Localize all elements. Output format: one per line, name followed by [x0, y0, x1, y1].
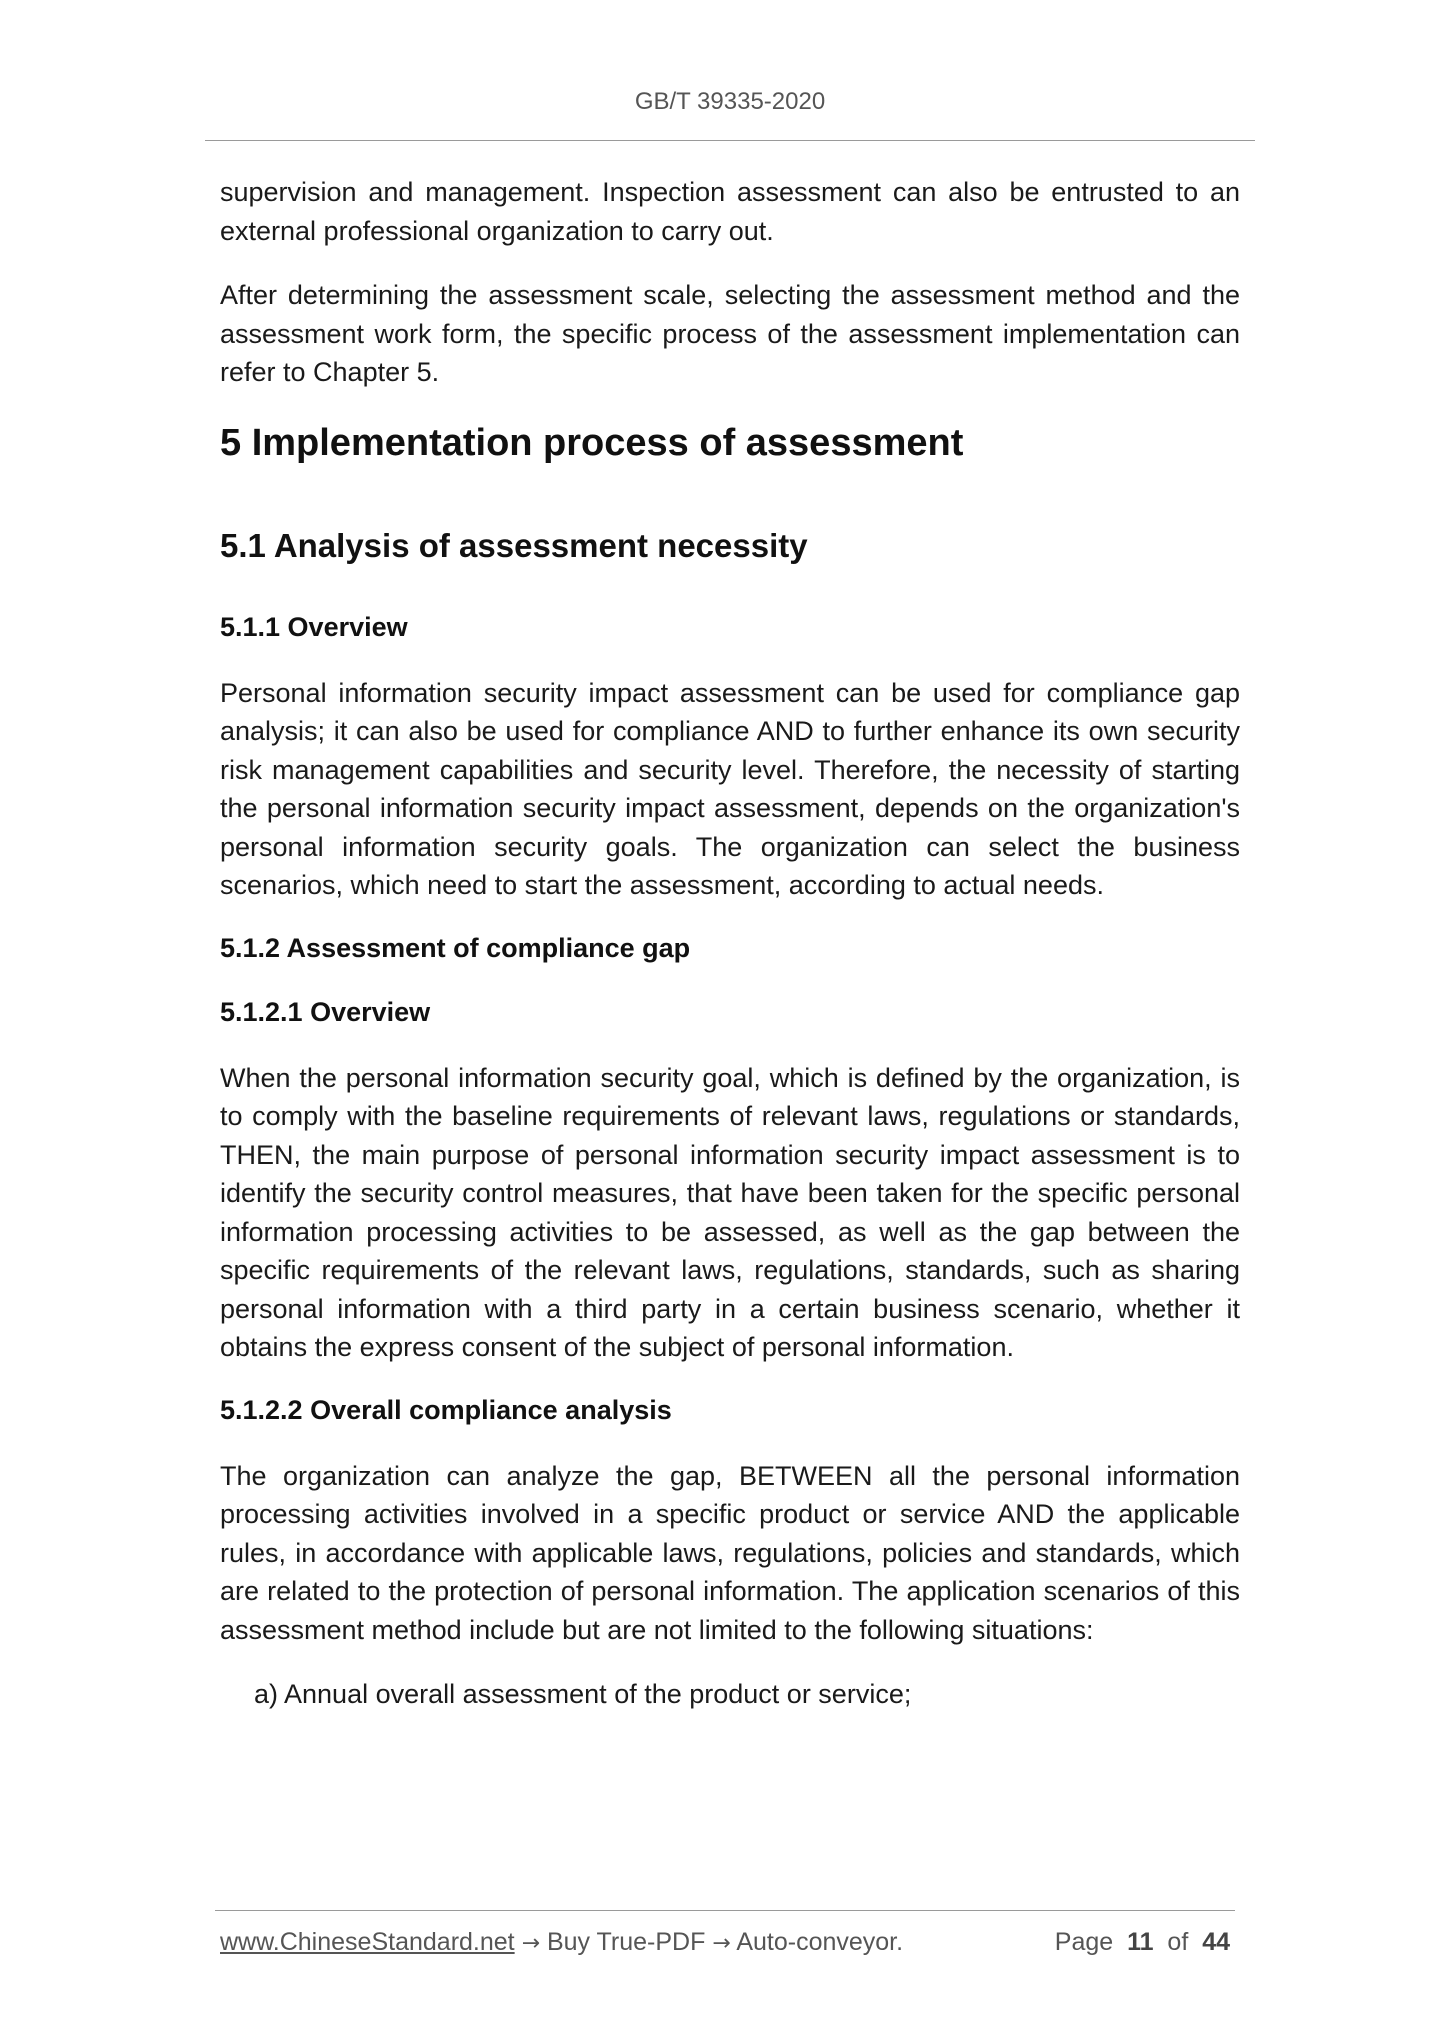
paragraph-assessment-process: After determining the assessment scale, selecting the assessment method and the assessment work form, the specific process of the assessment implementation can refer to Chapter 5. [220, 280, 1240, 387]
page-number-indicator [1055, 1928, 1230, 1957]
buy-true-pdf-text: Buy True-PDF [546, 1928, 706, 1956]
paragraph-compliance-gap: When the personal information security goal, which is defined by the organization, is to comply with the baseline requirements of relevant laws, regulations or standards, THEN, the main purpose of personal information security impact assessment is to identify the security control measures, that have been taken for the specific personal information processing activities to be assessed, as well as the gap between the specific requirements of the relevant laws, regulations, standards, such as sharing personal information with a third party in a certain business scenario, whether it obtains the express consent of the subject of personal information. [220, 1062, 1240, 1362]
footer-links [220, 1928, 903, 1957]
paragraph-overall-compliance: The organization can analyze the gap, BETWEEN all the personal information processing activities involved in a specific product or service AND the applicable rules, in accordance with applicable laws, regulations, policies and standards, which are related to the protection of personal information. The application scenarios of this assessment method include but are not limited to the following situations: [220, 1460, 1240, 1645]
document-id-header: GB/T 39335-2020 [634, 88, 826, 115]
page-label: Page [1054, 1928, 1114, 1956]
paragraph-continuation: supervision and management. Inspection assessment can also be entrusted to an external professional organization to carry out. [220, 177, 1240, 246]
section-heading-5-1: 5.1 Analysis of assessment necessity [220, 526, 808, 564]
section-heading-5-1-2: 5.1.2 Assessment of compliance gap [220, 932, 691, 963]
section-heading-5-1-2-2: 5.1.2.2 Overall compliance analysis [220, 1394, 672, 1425]
footer-divider [215, 1910, 1235, 1911]
page-footer [220, 1928, 1230, 1957]
page-content [220, 173, 1240, 1714]
of-label: of [1167, 1928, 1189, 1956]
section-heading-5-1-2-1: 5.1.2.1 Overview [220, 996, 431, 1027]
website-link[interactable]: www.ChineseStandard.net [220, 1928, 515, 1956]
arrow-right-icon: → [521, 1931, 541, 1956]
arrow-right-icon: → [712, 1931, 731, 1956]
auto-conveyor-text: Auto-conveyor. [736, 1928, 904, 1956]
list-item-a: a) Annual overall assessment of the product or service; [254, 1679, 912, 1709]
header-divider [205, 140, 1255, 141]
total-page-count: 44 [1202, 1928, 1230, 1956]
current-page-number: 11 [1127, 1928, 1154, 1956]
section-heading-5: 5 Implementation process of assessment [220, 421, 964, 464]
paragraph-overview: Personal information security impact assessment can be used for compliance gap analysis; it can also be used for compliance AND to further enhance its own security risk management capabilities and security level. Therefore, the necessity of starting the personal information security impact assessment, depends on the organization's personal information security goals. The organization can select the business scenarios, which need to start the assessment, according to actual needs. [220, 677, 1240, 900]
section-heading-5-1-1: 5.1.1 Overview [220, 611, 408, 642]
